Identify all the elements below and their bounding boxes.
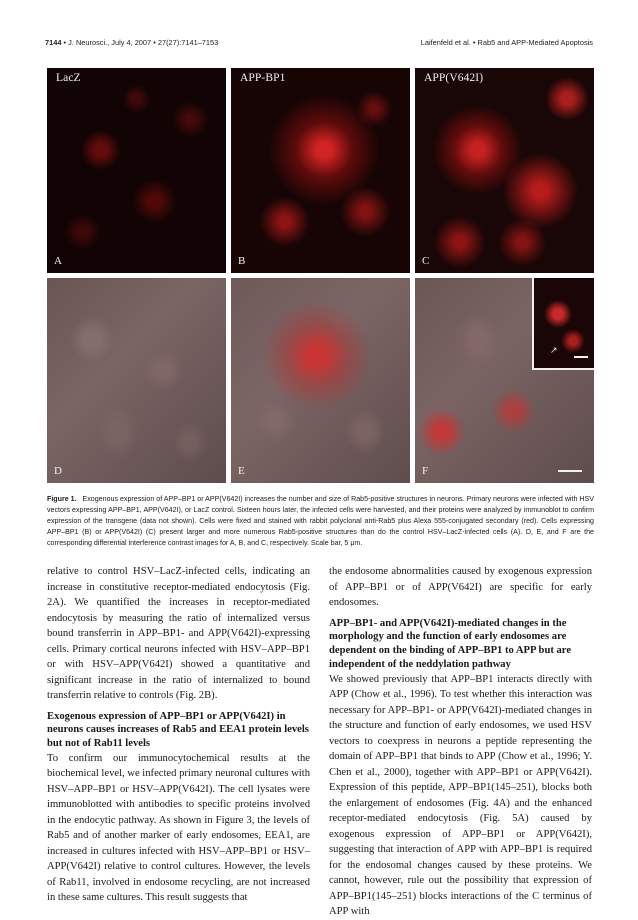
figure-1 [47,68,594,483]
panel-a-lacz [47,68,226,273]
panel-letter: B [238,255,246,267]
panel-letter: C [422,255,430,267]
running-header [45,38,593,50]
panel-c-app-v642i [415,68,594,273]
header-citation: 7144 • J. Neurosci., July 4, 2007 • 27(27):7141–7153 [45,38,219,47]
journal-volume: 27(27):7141–7153 [157,38,219,47]
section-heading: APP–BP1- and APP(V642I)-mediated changes in the morphology and the function of early endosomes are dependent on the binding of APP–BP1 to APP but are independent of the neddylation pathway [329,617,572,670]
paragraph: We showed previously that APP–BP1 interacts directly with APP (Chow et al., 1996). To test whether this interaction was necessary for APP–BP1- or APP(V642I)-mediated changes in the structure and function of early endosomes, we used HSV vectors to coexpress in neurons a peptide representing the domain of APP–BP1 that binds to APP (Chow et al., 1996; Y. Chen et al., 2000), together with APP–BP1 or APP(V642I). Expression of this peptide, APP–BP1(145–251), blocks both the enlargement of endosomes (Fig. 4A) and the enhanced receptor-mediated endocytosis (Fig. 5A) caused by exogenous expression of APP–BP1 or APP(V642I), suggesting that interaction of APP with APP–BP1 is required for the endosomal changes caused by these proteins. We cannot, however, rule out the possibility that expression of APP–BP1(145–251) blocks interactions of the C terminus of APP with [329,673,592,918]
panel-title: APP(V642I) [424,72,484,84]
inset-scale-bar [574,356,588,358]
journal-name: J. Neurosci., July 4, 2007 [68,38,152,47]
panel-title: LacZ [56,72,81,84]
panel-b-app-bp1 [231,68,410,273]
scale-bar [558,470,582,472]
panel-f-dic [415,278,594,483]
body-column-left [47,564,310,906]
panel-letter: A [54,255,62,267]
paragraph: To confirm our immunocytochemical results at the biochemical level, we infected primary neuronal cultures with HSV–APP–BP1 or HSV–APP(V642I). The cell lysates were immunoblotted with antibodies to specific proteins involved in the endocytic pathway. As shown in Figure 3, the levels of Rab5 and of another marker of early endosomes, EEA1, are increased in cultures infected with HSV–APP–BP1 or HSV–APP(V642I) relative to control cultures. However, the levels of Rab11, involved in endosome recycling, are not increased in these same cultures. This result suggests that [47,752,310,904]
figure-caption [47,494,594,549]
panel-letter: D [54,465,62,477]
section-heading: Exogenous expression of APP–BP1 or APP(V642I) in neurons causes increases of Rab5 and EEA1 protein levels but not of Rab11 levels [47,710,309,750]
paragraph: the endosome abnormalities caused by exogenous expression of APP–BP1 or of APP(V642I) are specific for early endosomes. [329,566,592,608]
panel-e-dic [231,278,410,483]
running-title: Laifenfeld et al. • Rab5 and APP-Mediated Apoptosis [420,38,593,47]
panel-letter: F [422,465,429,477]
arrow-icon: ↗ [550,346,558,356]
panel-letter: E [238,465,245,477]
caption-text: Exogenous expression of APP–BP1 or APP(V642I) increases the number and size of Rab5-positive structures in neurons. Primary neurons were infected with HSV vectors expressing APP–BP1, APP(V642I), or LacZ control. Sixteen hours later, the infected cells were harvested, and their proteins were analyzed by immunoblot to confirm expression of the transgene (data not shown). Cells were fixed and stained with rabbit polyclonal anti-Rab5 plus Alexa 555-conjugated secondary (red). Cells expressing APP–BP1 (B) or APP(V642I) (C) present larger and more numerous Rab5-positive structures than do the control HSV–LacZ-infected cells (A). D, E, and F are the corresponding differential interference contrast images for A, B, and C, respectively. Scale bar, 5 μm. [47,495,594,547]
panel-title: APP-BP1 [240,72,286,84]
panel-d-dic [47,278,226,483]
body-column-right [329,564,592,920]
paragraph: relative to control HSV–LacZ-infected cells, indicating an increase in constitutive receptor-mediated endocytosis (Fig. 2A). We quantified the increases in receptor-mediated endocytosis by measuring the ratio of internalized versus bound transferrin in APP–BP1- and APP(V642I)-expressing cells. Primary cortical neurons infected with HSV–APP–BP1 or with HSV–APP(V642I) showed a quantitative and significant increase in the ratio of internalized to bound transferrin relative to controls (Fig. 2B). [47,566,310,701]
panel-f-inset [532,278,594,370]
page-number: 7144 [45,38,62,47]
caption-label: Figure 1. [47,495,77,503]
